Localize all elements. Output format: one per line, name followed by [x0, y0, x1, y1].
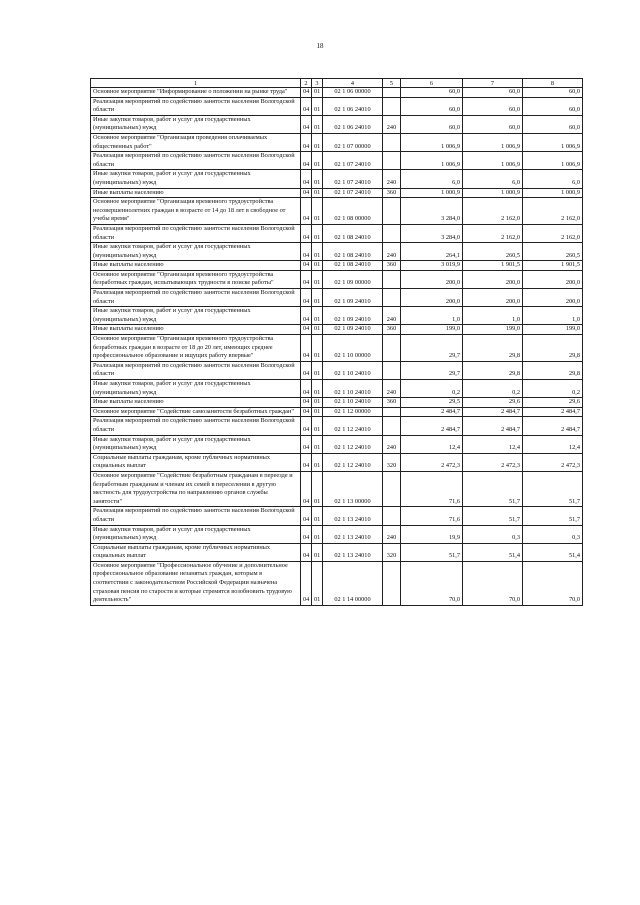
table-row: [91, 398, 583, 408]
row-name-cell: Основное мероприятие "Организация проведения оплачиваемых общественных работ": [91, 133, 301, 151]
subsection-code-cell: 01: [312, 307, 323, 325]
amount-col8-cell: 2 162,0: [523, 198, 583, 225]
section-code-cell: 04: [301, 261, 312, 271]
amount-col8-cell: 29,8: [523, 361, 583, 379]
section-code-cell: 04: [301, 407, 312, 417]
subsection-code-cell: 01: [312, 561, 323, 605]
subsection-code-cell: 01: [312, 325, 323, 335]
column-header: 1: [91, 79, 301, 88]
amount-col6-cell: 199,0: [401, 325, 463, 335]
row-name-cell: Реализация мероприятий по содействию занятости населения Вологодской области: [91, 289, 301, 307]
table-row: [91, 289, 583, 307]
section-code-cell: 04: [301, 289, 312, 307]
row-name-cell: Иные закупки товаров, работ и услуг для государственных (муниципальных) нужд: [91, 243, 301, 261]
target-article-cell: 02 1 10 24010: [323, 398, 383, 408]
table-row: [91, 453, 583, 471]
amount-col6-cell: 29,7: [401, 335, 463, 362]
amount-col6-cell: 19,9: [401, 525, 463, 543]
row-name-cell: Реализация мероприятий по содействию занятости населения Вологодской области: [91, 224, 301, 242]
amount-col6-cell: 264,1: [401, 243, 463, 261]
amount-col8-cell: 199,0: [523, 325, 583, 335]
expense-type-cell: [383, 361, 401, 379]
expense-type-cell: [383, 507, 401, 525]
target-article-cell: 02 1 10 00000: [323, 335, 383, 362]
row-name-cell: Реализация мероприятий по содействию занятости населения Вологодской области: [91, 507, 301, 525]
table-row: [91, 88, 583, 98]
expense-type-cell: [383, 407, 401, 417]
subsection-code-cell: 01: [312, 289, 323, 307]
amount-col7-cell: 12,4: [463, 435, 523, 453]
subsection-code-cell: 01: [312, 152, 323, 170]
amount-col6-cell: 200,0: [401, 270, 463, 288]
column-header: 3: [312, 79, 323, 88]
table-row: [91, 417, 583, 435]
section-code-cell: 04: [301, 435, 312, 453]
row-name-cell: Иные закупки товаров, работ и услуг для государственных (муниципальных) нужд: [91, 380, 301, 398]
amount-col7-cell: 60,0: [463, 115, 523, 133]
section-code-cell: 04: [301, 325, 312, 335]
expense-type-cell: [383, 152, 401, 170]
subsection-code-cell: 01: [312, 188, 323, 198]
expense-type-cell: 320: [383, 453, 401, 471]
section-code-cell: 04: [301, 97, 312, 115]
section-code-cell: 04: [301, 561, 312, 605]
amount-col6-cell: 2 484,7: [401, 417, 463, 435]
target-article-cell: 02 1 08 24010: [323, 243, 383, 261]
subsection-code-cell: 01: [312, 198, 323, 225]
subsection-code-cell: 01: [312, 417, 323, 435]
subsection-code-cell: 01: [312, 115, 323, 133]
table-row: [91, 170, 583, 188]
section-code-cell: 04: [301, 398, 312, 408]
subsection-code-cell: 01: [312, 224, 323, 242]
amount-col8-cell: 2 162,0: [523, 224, 583, 242]
section-code-cell: 04: [301, 335, 312, 362]
amount-col8-cell: 60,0: [523, 97, 583, 115]
amount-col6-cell: 29,5: [401, 398, 463, 408]
amount-col7-cell: 199,0: [463, 325, 523, 335]
table-row: [91, 152, 583, 170]
target-article-cell: 02 1 08 24010: [323, 224, 383, 242]
subsection-code-cell: 01: [312, 380, 323, 398]
target-article-cell: 02 1 06 24010: [323, 115, 383, 133]
target-article-cell: 02 1 07 24010: [323, 170, 383, 188]
row-name-cell: Иные выплаты населению: [91, 398, 301, 408]
subsection-code-cell: 01: [312, 335, 323, 362]
row-name-cell: Социальные выплаты гражданам, кроме публичных нормативных социальных выплат: [91, 543, 301, 561]
amount-col8-cell: 1 006,9: [523, 152, 583, 170]
target-article-cell: 02 1 13 00000: [323, 471, 383, 506]
target-article-cell: 02 1 12 00000: [323, 407, 383, 417]
row-name-cell: Реализация мероприятий по содействию занятости населения Вологодской области: [91, 417, 301, 435]
amount-col7-cell: 29,8: [463, 335, 523, 362]
target-article-cell: 02 1 13 24010: [323, 525, 383, 543]
section-code-cell: 04: [301, 243, 312, 261]
table-row: [91, 525, 583, 543]
section-code-cell: 04: [301, 133, 312, 151]
target-article-cell: 02 1 07 24010: [323, 152, 383, 170]
row-name-cell: Основное мероприятие "Организация временного трудоустройства несовершеннолетних граждан в возрасте от 14 до 18 лет в свободное от учебы время": [91, 198, 301, 225]
expense-type-cell: 360: [383, 325, 401, 335]
amount-col6-cell: 3 284,0: [401, 224, 463, 242]
target-article-cell: 02 1 10 24010: [323, 380, 383, 398]
subsection-code-cell: 01: [312, 525, 323, 543]
subsection-code-cell: 01: [312, 435, 323, 453]
section-code-cell: 04: [301, 270, 312, 288]
amount-col7-cell: 1 006,9: [463, 152, 523, 170]
amount-col6-cell: 3 284,0: [401, 198, 463, 225]
row-name-cell: Основное мероприятие "Содействие самозанятости безработных граждан": [91, 407, 301, 417]
target-article-cell: 02 1 07 00000: [323, 133, 383, 151]
expense-type-cell: 240: [383, 243, 401, 261]
amount-col7-cell: 51,7: [463, 471, 523, 506]
target-article-cell: 02 1 13 24010: [323, 507, 383, 525]
expense-type-cell: [383, 224, 401, 242]
amount-col6-cell: 6,0: [401, 170, 463, 188]
subsection-code-cell: 01: [312, 97, 323, 115]
table-row: [91, 325, 583, 335]
section-code-cell: 04: [301, 198, 312, 225]
amount-col8-cell: 51,7: [523, 471, 583, 506]
subsection-code-cell: 01: [312, 507, 323, 525]
row-name-cell: Реализация мероприятий по содействию занятости населения Вологодской области: [91, 361, 301, 379]
target-article-cell: 02 1 14 00000: [323, 561, 383, 605]
section-code-cell: 04: [301, 115, 312, 133]
amount-col7-cell: 2 162,0: [463, 224, 523, 242]
row-name-cell: Социальные выплаты гражданам, кроме публичных нормативных социальных выплат: [91, 453, 301, 471]
target-article-cell: 02 1 08 24010: [323, 261, 383, 271]
expense-type-cell: [383, 133, 401, 151]
row-name-cell: Основное мероприятие "Организация временного трудоустройства безработных граждан, испытывающих трудности в поиске работы": [91, 270, 301, 288]
subsection-code-cell: 01: [312, 243, 323, 261]
section-code-cell: 04: [301, 453, 312, 471]
row-name-cell: Иные закупки товаров, работ и услуг для государственных (муниципальных) нужд: [91, 307, 301, 325]
amount-col7-cell: 29,6: [463, 398, 523, 408]
amount-col6-cell: 60,0: [401, 97, 463, 115]
target-article-cell: 02 1 09 24010: [323, 325, 383, 335]
page-number: 18: [316, 42, 324, 50]
amount-col6-cell: 12,4: [401, 435, 463, 453]
amount-col7-cell: 1 000,9: [463, 188, 523, 198]
target-article-cell: 02 1 07 24010: [323, 188, 383, 198]
expense-type-cell: [383, 97, 401, 115]
subsection-code-cell: 01: [312, 398, 323, 408]
amount-col7-cell: 1 901,5: [463, 261, 523, 271]
amount-col7-cell: 6,0: [463, 170, 523, 188]
amount-col7-cell: 1,0: [463, 307, 523, 325]
subsection-code-cell: 01: [312, 261, 323, 271]
target-article-cell: 02 1 09 00000: [323, 270, 383, 288]
section-code-cell: 04: [301, 152, 312, 170]
row-name-cell: Основное мероприятие "Содействие безработным гражданам в переезде и безработным гражданам и членам их семей в переселении в другую местность для трудоустройства по направлению органов службы занятости": [91, 471, 301, 506]
row-name-cell: Основное мероприятие "Информирование о положении на рынке труда": [91, 88, 301, 98]
amount-col8-cell: 70,0: [523, 561, 583, 605]
table-row: [91, 543, 583, 561]
column-header: 8: [523, 79, 583, 88]
target-article-cell: 02 1 08 00000: [323, 198, 383, 225]
amount-col6-cell: 71,6: [401, 471, 463, 506]
section-code-cell: 04: [301, 188, 312, 198]
amount-col8-cell: 200,0: [523, 270, 583, 288]
table-row: [91, 97, 583, 115]
subsection-code-cell: 01: [312, 407, 323, 417]
subsection-code-cell: 01: [312, 133, 323, 151]
amount-col7-cell: 200,0: [463, 289, 523, 307]
amount-col8-cell: 6,0: [523, 170, 583, 188]
amount-col6-cell: 71,6: [401, 507, 463, 525]
row-name-cell: Иные выплаты населению: [91, 261, 301, 271]
amount-col6-cell: 51,7: [401, 543, 463, 561]
table-row: [91, 133, 583, 151]
amount-col8-cell: 51,4: [523, 543, 583, 561]
amount-col8-cell: 2 484,7: [523, 407, 583, 417]
expense-type-cell: [383, 88, 401, 98]
expense-type-cell: 240: [383, 525, 401, 543]
amount-col7-cell: 60,0: [463, 97, 523, 115]
amount-col7-cell: 200,0: [463, 270, 523, 288]
table-row: [91, 435, 583, 453]
amount-col6-cell: 200,0: [401, 289, 463, 307]
expense-type-cell: 240: [383, 380, 401, 398]
amount-col7-cell: 0,2: [463, 380, 523, 398]
amount-col6-cell: 29,7: [401, 361, 463, 379]
amount-col7-cell: 2 484,7: [463, 417, 523, 435]
expense-type-cell: 240: [383, 115, 401, 133]
amount-col8-cell: 29,6: [523, 398, 583, 408]
amount-col6-cell: 1 006,9: [401, 133, 463, 151]
section-code-cell: 04: [301, 361, 312, 379]
column-header: 4: [323, 79, 383, 88]
amount-col8-cell: 0,2: [523, 380, 583, 398]
expense-type-cell: [383, 198, 401, 225]
expense-type-cell: 240: [383, 307, 401, 325]
section-code-cell: 04: [301, 88, 312, 98]
amount-col8-cell: 0,3: [523, 525, 583, 543]
subsection-code-cell: 01: [312, 270, 323, 288]
amount-col7-cell: 70,0: [463, 561, 523, 605]
table-row: [91, 188, 583, 198]
target-article-cell: 02 1 12 24010: [323, 453, 383, 471]
row-name-cell: Реализация мероприятий по содействию занятости населения Вологодской области: [91, 97, 301, 115]
amount-col8-cell: 2 484,7: [523, 417, 583, 435]
amount-col6-cell: 2 472,3: [401, 453, 463, 471]
amount-col6-cell: 60,0: [401, 88, 463, 98]
amount-col6-cell: 70,0: [401, 561, 463, 605]
amount-col8-cell: 60,0: [523, 115, 583, 133]
expense-type-cell: 360: [383, 398, 401, 408]
table-row: [91, 407, 583, 417]
amount-col6-cell: 0,2: [401, 380, 463, 398]
target-article-cell: 02 1 06 24010: [323, 97, 383, 115]
subsection-code-cell: 01: [312, 543, 323, 561]
expense-type-cell: [383, 270, 401, 288]
header-row: [91, 79, 583, 88]
table-row: [91, 307, 583, 325]
amount-col6-cell: 1 006,9: [401, 152, 463, 170]
subsection-code-cell: 01: [312, 471, 323, 506]
expense-type-cell: [383, 561, 401, 605]
amount-col7-cell: 51,4: [463, 543, 523, 561]
table-row: [91, 115, 583, 133]
subsection-code-cell: 01: [312, 453, 323, 471]
expense-type-cell: [383, 417, 401, 435]
amount-col6-cell: 2 484,7: [401, 407, 463, 417]
row-name-cell: Основное мероприятие "Профессиональное обучение и дополнительное профессиональное образование незанятых граждан, которым в соответствии с законодательством Российской Федерации назначена страховая пенсия по старости и которые стремятся возобновить трудовую деятельность": [91, 561, 301, 605]
expense-type-cell: 320: [383, 543, 401, 561]
amount-col6-cell: 3 019,9: [401, 261, 463, 271]
expense-type-cell: [383, 289, 401, 307]
section-code-cell: 04: [301, 507, 312, 525]
section-code-cell: 04: [301, 380, 312, 398]
column-header: 6: [401, 79, 463, 88]
amount-col6-cell: 1,0: [401, 307, 463, 325]
section-code-cell: 04: [301, 417, 312, 435]
row-name-cell: Иные выплаты населению: [91, 188, 301, 198]
amount-col8-cell: 29,8: [523, 335, 583, 362]
table-row: [91, 270, 583, 288]
amount-col7-cell: 2 162,0: [463, 198, 523, 225]
amount-col8-cell: 1 000,9: [523, 188, 583, 198]
amount-col6-cell: 60,0: [401, 115, 463, 133]
column-header: 5: [383, 79, 401, 88]
target-article-cell: 02 1 09 24010: [323, 307, 383, 325]
amount-col8-cell: 51,7: [523, 507, 583, 525]
amount-col8-cell: 260,5: [523, 243, 583, 261]
section-code-cell: 04: [301, 307, 312, 325]
subsection-code-cell: 01: [312, 88, 323, 98]
table-row: [91, 243, 583, 261]
amount-col8-cell: 12,4: [523, 435, 583, 453]
table-row: [91, 561, 583, 605]
target-article-cell: 02 1 13 24010: [323, 543, 383, 561]
subsection-code-cell: 01: [312, 361, 323, 379]
table-row: [91, 261, 583, 271]
budget-table: [90, 78, 583, 606]
row-name-cell: Иные закупки товаров, работ и услуг для государственных (муниципальных) нужд: [91, 435, 301, 453]
target-article-cell: 02 1 06 00000: [323, 88, 383, 98]
table-row: [91, 361, 583, 379]
table-row: [91, 471, 583, 506]
subsection-code-cell: 01: [312, 170, 323, 188]
table-row: [91, 198, 583, 225]
expense-type-cell: [383, 471, 401, 506]
column-header: 2: [301, 79, 312, 88]
amount-col7-cell: 51,7: [463, 507, 523, 525]
amount-col8-cell: 1,0: [523, 307, 583, 325]
amount-col7-cell: 0,3: [463, 525, 523, 543]
amount-col7-cell: 29,8: [463, 361, 523, 379]
table-row: [91, 507, 583, 525]
row-name-cell: Иные закупки товаров, работ и услуг для государственных (муниципальных) нужд: [91, 525, 301, 543]
expense-type-cell: 360: [383, 261, 401, 271]
row-name-cell: Иные выплаты населению: [91, 325, 301, 335]
expense-type-cell: 240: [383, 435, 401, 453]
amount-col8-cell: 1 006,9: [523, 133, 583, 151]
target-article-cell: 02 1 12 24010: [323, 435, 383, 453]
section-code-cell: 04: [301, 525, 312, 543]
section-code-cell: 04: [301, 224, 312, 242]
amount-col7-cell: 60,0: [463, 88, 523, 98]
section-code-cell: 04: [301, 170, 312, 188]
amount-col8-cell: 60,0: [523, 88, 583, 98]
amount-col8-cell: 200,0: [523, 289, 583, 307]
row-name-cell: Реализация мероприятий по содействию занятости населения Вологодской области: [91, 152, 301, 170]
amount-col7-cell: 260,5: [463, 243, 523, 261]
row-name-cell: Основное мероприятие "Организация временного трудоустройства безработных граждан в возрасте от 18 до 20 лет, имеющих среднее профессиональное образование и ищущих работу впервые": [91, 335, 301, 362]
section-code-cell: 04: [301, 471, 312, 506]
row-name-cell: Иные закупки товаров, работ и услуг для государственных (муниципальных) нужд: [91, 170, 301, 188]
amount-col8-cell: 1 901,5: [523, 261, 583, 271]
column-header: 7: [463, 79, 523, 88]
row-name-cell: Иные закупки товаров, работ и услуг для государственных (муниципальных) нужд: [91, 115, 301, 133]
amount-col7-cell: 1 006,9: [463, 133, 523, 151]
expense-type-cell: [383, 335, 401, 362]
target-article-cell: 02 1 09 24010: [323, 289, 383, 307]
table-row: [91, 224, 583, 242]
table-row: [91, 380, 583, 398]
section-code-cell: 04: [301, 543, 312, 561]
target-article-cell: 02 1 12 24010: [323, 417, 383, 435]
target-article-cell: 02 1 10 24010: [323, 361, 383, 379]
expense-type-cell: 360: [383, 188, 401, 198]
amount-col6-cell: 1 000,9: [401, 188, 463, 198]
table-row: [91, 335, 583, 362]
amount-col7-cell: 2 484,7: [463, 407, 523, 417]
amount-col7-cell: 2 472,3: [463, 453, 523, 471]
amount-col8-cell: 2 472,3: [523, 453, 583, 471]
expense-type-cell: 240: [383, 170, 401, 188]
